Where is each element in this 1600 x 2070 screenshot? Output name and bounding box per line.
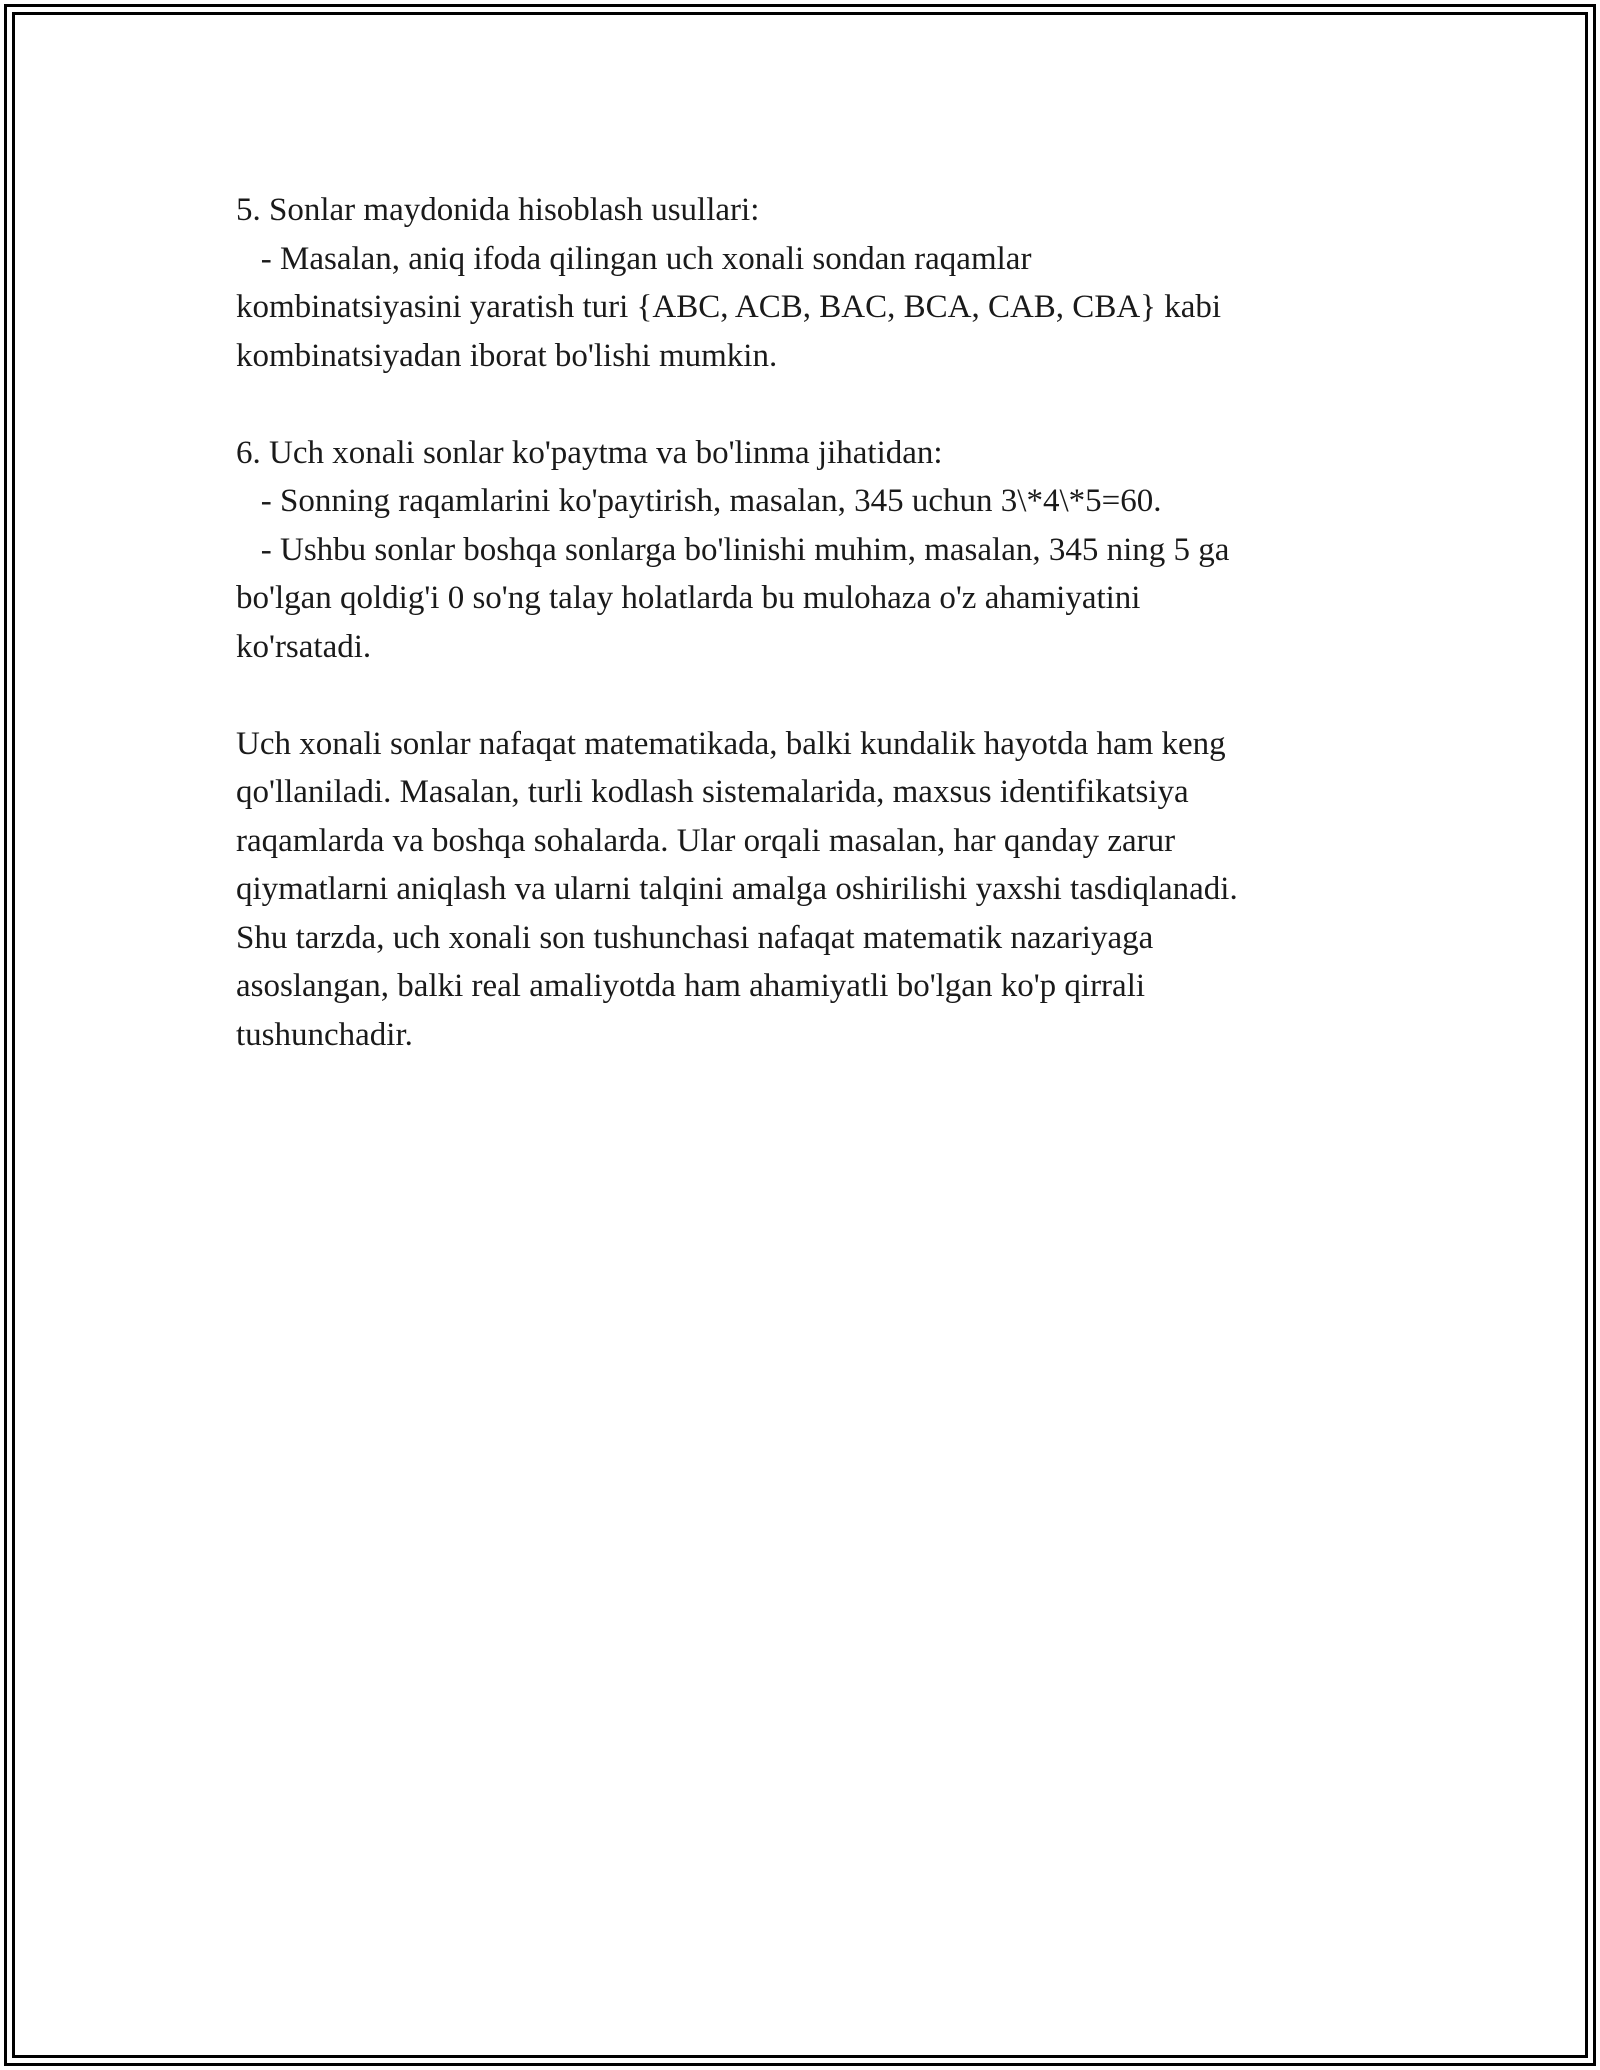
conclusion-paragraph (236, 720, 1376, 1060)
section-5-heading: 5. Sonlar maydonida hisoblash usullari: (236, 192, 760, 228)
paragraph-gap (236, 380, 1376, 429)
section-5 (236, 186, 1376, 380)
section-6-heading: 6. Uch xonali sonlar ko'paytma va bo'linma jihatidan: (236, 434, 943, 471)
conclusion-line: qiymatlarni aniqlash va ularni talqini amalga oshirilishi yaxshi tasdiqlanadi. (236, 871, 1238, 907)
conclusion-line: qo'llaniladi. Masalan, turli kodlash sistemalarida, maxsus identifikatsiya (236, 774, 1189, 810)
document-body (236, 186, 1376, 1059)
conclusion-line: Uch xonali sonlar nafaqat matematikada, balki kundalik hayotda ham keng (236, 725, 1226, 762)
section-6-line: bo'lgan qoldig'i 0 so'ng talay holatlarda bu mulohaza o'z ahamiyatini (236, 580, 1141, 616)
section-5-line: kombinatsiyadan iborat bo'lishi mumkin. (236, 337, 778, 374)
section-6-line: - Sonning raqamlarini ko'paytirish, masalan, 345 uchun 3\*4\*5=60. (236, 483, 1162, 519)
section-6 (236, 429, 1376, 672)
conclusion-line: tushunchadir. (236, 1016, 413, 1053)
conclusion-line: raqamlarda va boshqa sohalarda. Ular orqali masalan, har qanday zarur (236, 822, 1176, 859)
section-6-line: - Ushbu sonlar boshqa sonlarga bo'linishi muhim, masalan, 345 ning 5 ga (236, 531, 1230, 568)
paragraph-gap (236, 671, 1376, 720)
conclusion-line: Shu tarzda, uch xonali son tushunchasi nafaqat matematik nazariyaga (236, 919, 1154, 956)
section-5-line: kombinatsiyasini yaratish turi {ABC, ACB, BAC, BCA, CAB, CBA} kabi (236, 289, 1222, 325)
section-6-line: ko'rsatadi. (236, 628, 372, 665)
conclusion-line: asoslangan, balki real amaliyotda ham ahamiyatli bo'lgan ko'p qirrali (236, 968, 1146, 1004)
section-5-line: - Masalan, aniq ifoda qilingan uch xonali sondan raqamlar (236, 240, 1032, 277)
